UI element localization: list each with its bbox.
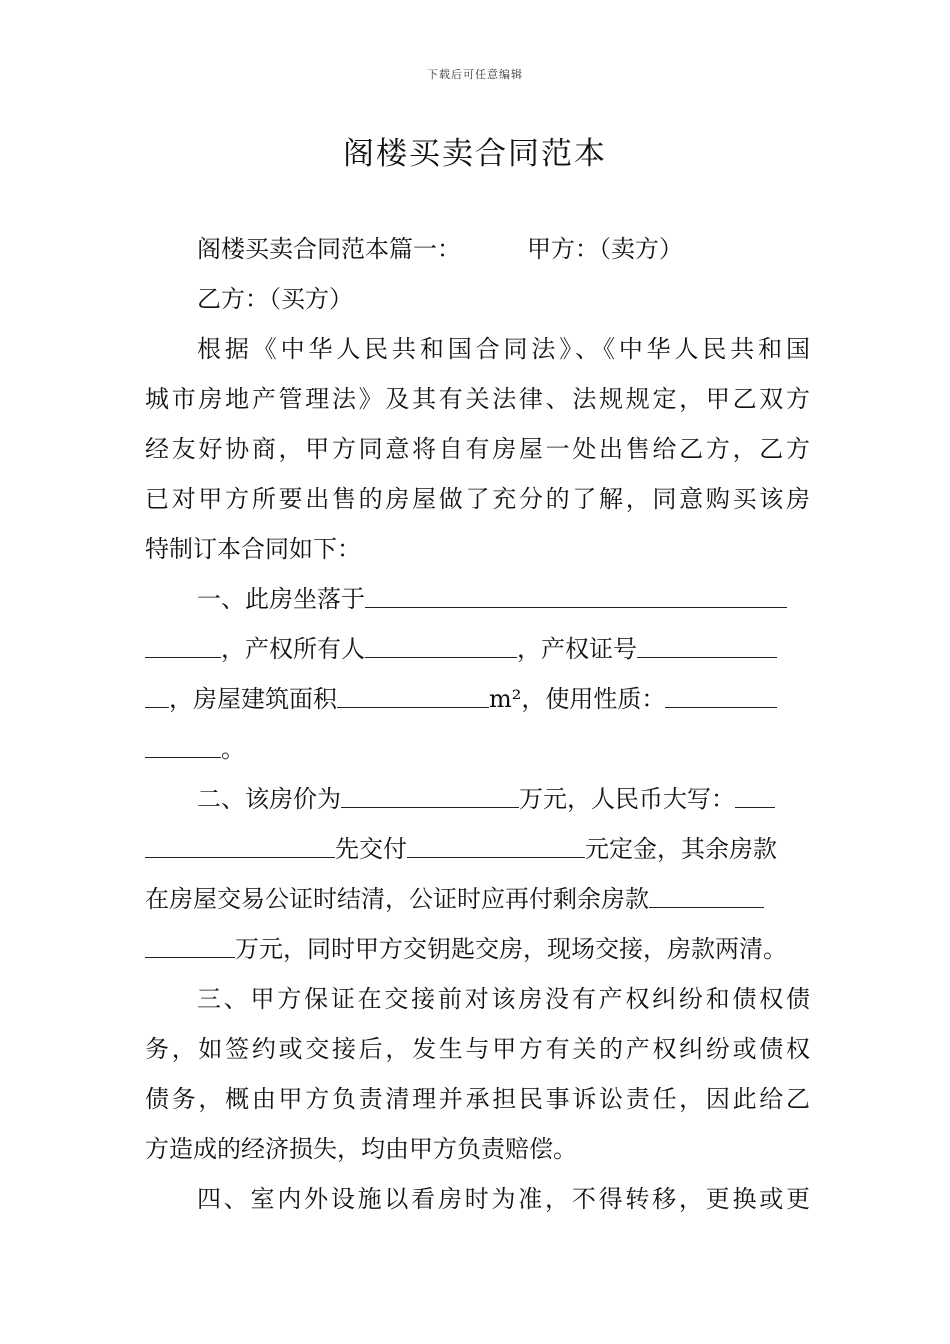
clause1-line bbox=[145, 674, 810, 724]
clause3-line: 债务，概由甲方负责清理并承担民事诉讼责任，因此给乙 bbox=[145, 1085, 810, 1113]
clause3-line: 务，如签约或交接后，发生与甲方有关的产权纠纷或债权 bbox=[145, 1035, 810, 1063]
clause1-end: 。 bbox=[221, 735, 245, 763]
header-note: 下载后可任意编辑 bbox=[427, 68, 523, 81]
document-body bbox=[145, 224, 810, 1224]
clause2-line bbox=[145, 874, 810, 924]
section-heading: 阁楼买卖合同范本篇一： bbox=[197, 235, 461, 263]
owner-blank[interactable] bbox=[365, 656, 517, 658]
price-words-label: 万元，人民币大写： bbox=[519, 785, 735, 813]
location-blank-cont[interactable] bbox=[145, 656, 221, 658]
certificate-label: ，产权证号 bbox=[517, 635, 637, 663]
location-blank[interactable] bbox=[365, 606, 787, 608]
owner-label: ，产权所有人 bbox=[221, 635, 365, 663]
remaining-blank[interactable] bbox=[649, 906, 764, 908]
clause1-location-label: 一、此房坐落于 bbox=[197, 585, 365, 613]
certificate-blank-cont[interactable] bbox=[145, 706, 169, 708]
intro-line bbox=[145, 224, 810, 274]
clause2-line bbox=[145, 774, 810, 824]
deposit-blank[interactable] bbox=[407, 856, 585, 858]
clause2-line bbox=[145, 924, 810, 974]
preamble-line: 特制订本合同如下： bbox=[145, 535, 361, 563]
preamble-line: 已对甲方所要出售的房屋做了充分的了解，同意购买该房 bbox=[145, 485, 810, 513]
party-b-label: 乙方：（买方） bbox=[197, 285, 353, 313]
price-words-blank-cont[interactable] bbox=[145, 856, 335, 858]
clause1-line bbox=[145, 574, 810, 624]
preamble-line: 经友好协商，甲方同意将自有房屋一处出售给乙方，乙方 bbox=[145, 435, 810, 463]
certificate-blank[interactable] bbox=[637, 656, 777, 658]
usage-blank[interactable] bbox=[665, 706, 777, 708]
clause3-line: 三、甲方保证在交接前对该房没有产权纠纷和债权债 bbox=[197, 985, 810, 1013]
clause2-line bbox=[145, 824, 810, 874]
usage-label: m²，使用性质： bbox=[489, 685, 666, 713]
price-blank[interactable] bbox=[341, 806, 519, 808]
preamble-line: 城市房地产管理法》及其有关法律、法规规定，甲乙双方 bbox=[145, 385, 810, 413]
party-a-label: 甲方：（卖方） bbox=[527, 235, 683, 263]
clause1-line bbox=[145, 624, 810, 674]
price-words-blank[interactable] bbox=[735, 806, 775, 808]
area-blank[interactable] bbox=[337, 706, 489, 708]
remaining-label: 在房屋交易公证时结清，公证时应再付剩余房款 bbox=[145, 885, 649, 913]
clause3-line: 方造成的经济损失，均由甲方负责赔偿。 bbox=[145, 1135, 577, 1163]
clause4-line: 四、室内外设施以看房时为准，不得转移，更换或更 bbox=[197, 1185, 810, 1213]
party-b-line bbox=[145, 274, 810, 324]
deposit-label: 先交付 bbox=[335, 835, 407, 863]
preamble-line: 根据《中华人民共和国合同法》、《中华人民共和国 bbox=[197, 335, 810, 363]
area-label: ，房屋建筑面积 bbox=[169, 685, 337, 713]
deposit-suffix: 元定金，其余房款 bbox=[585, 835, 777, 863]
document-title: 阁楼买卖合同范本 bbox=[343, 136, 607, 172]
price-label: 二、该房价为 bbox=[197, 785, 341, 813]
handover-text: 万元，同时甲方交钥匙交房，现场交接，房款两清。 bbox=[235, 935, 787, 963]
clause1-line bbox=[145, 724, 810, 774]
remaining-blank-cont[interactable] bbox=[145, 956, 235, 958]
usage-blank-cont[interactable] bbox=[145, 756, 221, 758]
